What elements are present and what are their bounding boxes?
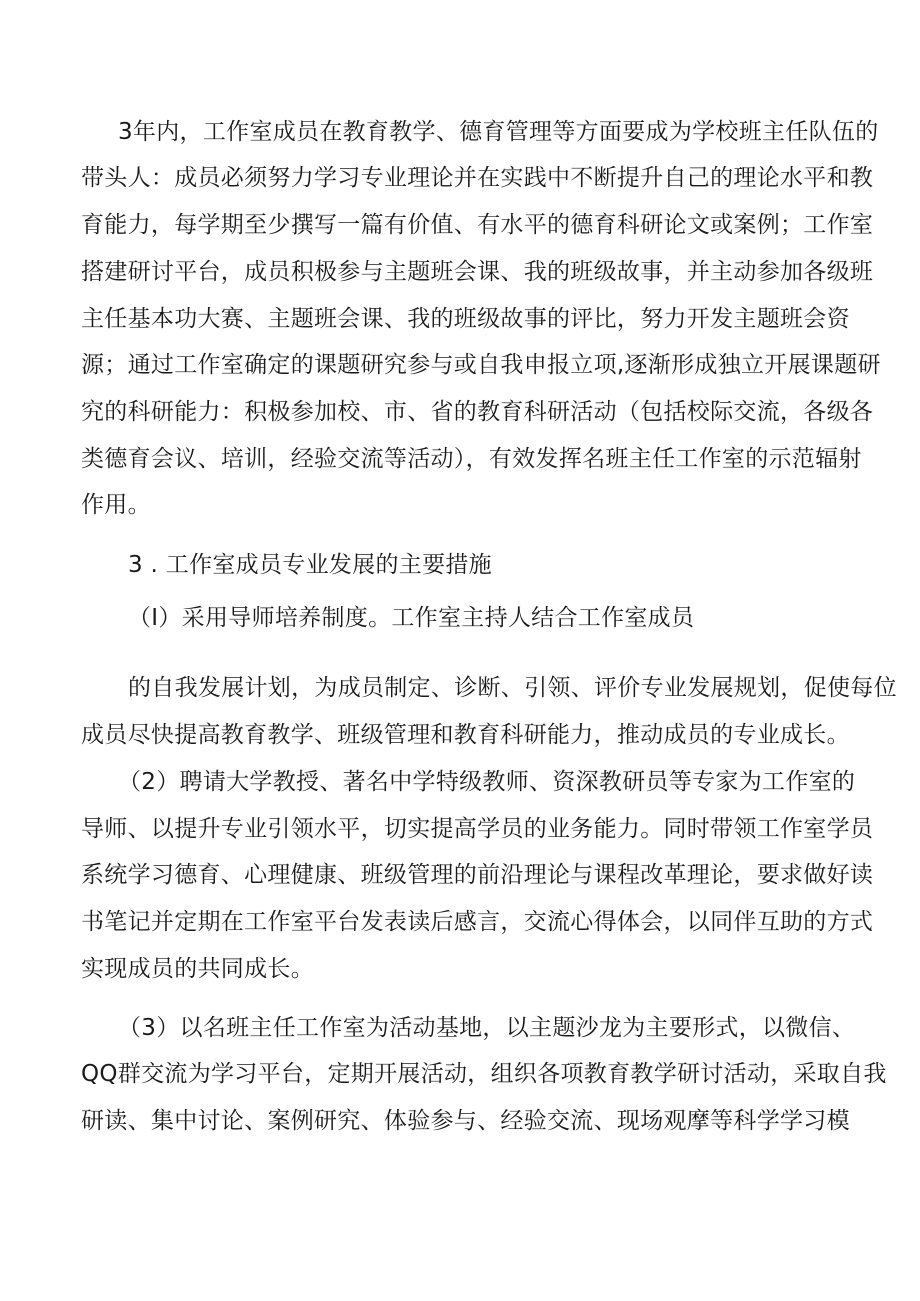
paragraph-1-line-8: 类德育会议、培训，经验交流等活动），有效发挥名班主任工作室的示范辐射 <box>81 446 862 472</box>
item-2-line-5: 实现成员的共同成长。 <box>81 956 314 982</box>
item-2-line-1: （2）聘请大学教授、著名中学特级教师、资深教研员等专家为工作室的 <box>118 769 856 795</box>
item-3-line-1: （3）以名班主任工作室为活动基地，以主题沙龙为主要形式，以微信、 <box>118 1015 856 1041</box>
paragraph-1-line-9: 作用。 <box>81 492 151 518</box>
item-1-line-1: （I）采用导师培养制度。工作室主持人结合工作室成员 <box>128 605 695 631</box>
item-2-line-4: 书笔记并定期在工作室平台发表读后感言，交流心得体会，以同伴互助的方式 <box>81 909 874 935</box>
item-2-line-3: 系统学习德育、心理健康、班级管理的前沿理论与课程改革理论，要求做好读 <box>81 862 874 888</box>
paragraph-1-line-6: 源；通过工作室确定的课题研究参与或自我申报立项,逐渐形成独立开展课题研 <box>81 352 881 378</box>
item-1-line-2: 的自我发展计划，为成员制定、诊断、引领、评价专业发展规划，促使每位 <box>128 675 897 701</box>
item-3-line-2: QQ群交流为学习平台，定期开展活动，组织各项教育教学研讨活动，采取自我 <box>81 1061 887 1087</box>
item-3-line-3: 研读、集中讨论、案例研究、体验参与、经验交流、现场观摩等科学学习模 <box>81 1108 850 1134</box>
paragraph-1-line-7: 究的科研能力：积极参加校、市、省的教育科研活动（包括校际交流，各级各 <box>81 399 874 425</box>
paragraph-1-line-1: 3年内，工作室成员在教育教学、德育管理等方面要成为学校班主任队伍的 <box>118 119 879 145</box>
item-1-line-3: 成员尽快提高教育教学、班级管理和教育科研能力，推动成员的专业成长。 <box>81 722 850 748</box>
paragraph-1-line-4: 搭建研讨平台，成员积极参与主题班会课、我的班级故事，并主动参加各级班 <box>81 259 874 285</box>
item-2-line-2: 导师、以提升专业引领水平，切实提高学员的业务能力。同时带领工作室学员 <box>81 816 874 842</box>
paragraph-1-line-2: 带头人：成员必须努力学习专业理论并在实践中不断提升自己的理论水平和教 <box>81 165 874 191</box>
paragraph-1-line-3: 育能力，每学期至少撰写一篇有价值、有水平的德育科研论文或案例；工作室 <box>81 212 874 238</box>
section-heading-3: 3 . 工作室成员专业发展的主要措施 <box>128 552 492 578</box>
paragraph-1-line-5: 主任基本功大赛、主题班会课、我的班级故事的评比，努力开发主题班会资 <box>81 306 850 332</box>
